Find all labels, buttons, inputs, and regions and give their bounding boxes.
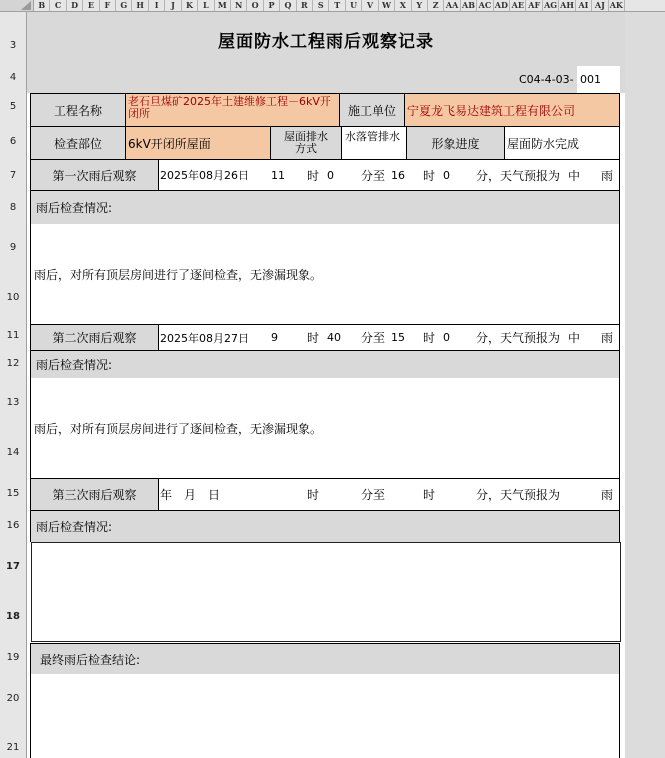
observation-2-label[interactable]: 第二次雨后观察 [30,324,159,351]
page-title[interactable]: 屋面防水工程雨后观察记录 [27,12,625,66]
row-number[interactable]: 3 [9,40,17,51]
observation-1-hour-start[interactable]: 11 [271,168,285,182]
row-number[interactable]: 18 [6,611,20,622]
sheet-margin [625,12,665,758]
project-name-value[interactable]: 老石旦煤矿2025年土建维修工程－6kV开闭所 [125,93,340,127]
observation-3-check-label[interactable]: 雨后检查情况: [30,511,620,542]
minute-forecast-unit: 分，天气预报为 [476,331,561,345]
column-letter[interactable]: E [83,0,99,11]
hour-unit: 时 [423,488,436,502]
column-letter[interactable]: Y [412,0,428,11]
column-letter[interactable]: AI [576,0,592,11]
contractor-label[interactable]: 施工单位 [339,93,405,127]
observation-1-weather[interactable]: 中 [568,168,581,183]
progress-value[interactable]: 屋面防水完成 [504,126,620,160]
column-letter[interactable]: AD [494,0,510,11]
column-letter[interactable]: AB [461,0,477,11]
row-number[interactable]: 20 [6,693,20,704]
hour-unit: 时 [307,168,320,183]
column-letter[interactable]: U [346,0,362,11]
observation-2-rain: 雨 [601,331,614,345]
observation-1-minute-end[interactable]: 0 [443,168,450,182]
drain-method-label[interactable]: 屋面排水方式 [270,126,342,160]
column-letter[interactable]: Q [280,0,296,11]
observation-3-result[interactable] [31,542,621,642]
observation-1-date[interactable]: 2025年08月26日 [160,169,249,182]
drain-method-value[interactable]: 水落管排水 [341,126,407,160]
code-number[interactable]: 001 [577,66,620,93]
row-number[interactable]: 17 [6,561,20,572]
column-letter[interactable]: P [264,0,280,11]
column-letter[interactable]: T [330,0,346,11]
row-number[interactable]: 10 [6,292,20,303]
row-number[interactable]: 11 [6,330,20,341]
final-conclusion-label[interactable]: 最终雨后检查结论: [30,643,620,674]
column-letter[interactable]: N [231,0,247,11]
minute-forecast-unit: 分，天气预报为 [476,168,561,183]
column-letter[interactable]: W [379,0,395,11]
hour-unit: 时 [423,168,436,183]
observation-1-minute-start[interactable]: 0 [327,168,334,182]
observation-1-label[interactable]: 第一次雨后观察 [30,159,159,191]
observation-2-hour-start[interactable]: 9 [271,331,278,344]
column-letter[interactable]: S [313,0,329,11]
column-letter[interactable]: AG [543,0,559,11]
observation-2-result[interactable]: 雨后，对所有顶层房间进行了逐间检查，无渗漏现象。 [30,378,620,478]
observation-3-date[interactable]: 年 月 日 [160,488,221,502]
final-conclusion-value[interactable] [30,674,620,758]
row-number[interactable]: 19 [6,652,20,663]
row-number[interactable]: 4 [9,72,17,83]
row-number[interactable]: 21 [6,742,20,753]
column-letter[interactable]: V [362,0,378,11]
hour-unit: 时 [307,488,320,502]
column-letter[interactable]: D [67,0,83,11]
column-letter[interactable]: Z [428,0,444,11]
minute-to-unit: 分至 [361,488,386,502]
column-letter[interactable]: AA [444,0,460,11]
observation-1-rain: 雨 [601,168,614,183]
column-letter[interactable]: G [116,0,132,11]
column-letter[interactable]: AH [560,0,574,10]
observation-2-minute-end[interactable]: 0 [443,331,450,344]
observation-1-result[interactable]: 雨后，对所有顶层房间进行了逐间检查，无渗漏现象。 [30,224,620,324]
observation-2-minute-start[interactable]: 40 [327,331,341,344]
row-number[interactable]: 12 [6,358,20,369]
hour-unit: 时 [423,331,436,345]
hour-unit: 时 [307,331,320,345]
observation-1-hour-end[interactable]: 16 [391,168,405,182]
column-header-bar [0,0,665,12]
observation-2-check-label[interactable]: 雨后检查情况: [30,351,620,378]
row-number[interactable]: 6 [9,136,17,147]
progress-label[interactable]: 形象进度 [406,126,505,160]
column-letter[interactable]: AC [477,0,493,11]
observation-3-rain: 雨 [601,488,614,502]
column-letter[interactable]: F [100,0,116,11]
project-name-label[interactable]: 工程名称 [30,93,126,127]
column-letter[interactable]: H [133,0,149,11]
row-header-bar [0,12,27,758]
column-letter[interactable]: AE [510,0,526,11]
column-letter[interactable]: X [395,0,411,11]
observation-2-hour-end[interactable]: 15 [391,331,405,344]
row-number[interactable]: 5 [9,101,17,112]
row-number[interactable]: 8 [9,202,17,213]
worksheet[interactable] [27,12,625,758]
column-letter[interactable]: M [215,0,231,11]
row-number[interactable]: 7 [9,170,17,181]
location-value[interactable]: 6kV开闭所屋面 [125,126,271,160]
column-letter[interactable]: J [165,0,181,11]
column-letter[interactable]: K [182,0,198,11]
row-number[interactable]: 16 [6,520,20,531]
row-number[interactable]: 9 [9,242,17,253]
observation-1-check-label[interactable]: 雨后检查情况: [30,191,620,224]
observation-3-label[interactable]: 第三次雨后观察 [30,478,159,511]
row-number[interactable]: 14 [6,447,20,458]
column-letter[interactable]: R [297,0,313,11]
column-letter[interactable]: AK [609,0,625,11]
column-letter[interactable]: C [50,0,66,11]
observation-2-date[interactable]: 2025年08月27日 [160,331,249,345]
column-letter[interactable]: L [198,0,214,11]
location-label[interactable]: 检查部位 [30,126,126,160]
select-all-corner[interactable] [0,0,34,11]
row-number[interactable]: 13 [6,397,20,408]
column-letter[interactable]: O [247,0,263,11]
row-number[interactable]: 15 [6,488,20,499]
contractor-value[interactable]: 宁夏龙飞易达建筑工程有限公司 [404,93,620,127]
column-letter[interactable]: AJ [592,0,608,11]
column-letter[interactable]: B [34,0,50,11]
minute-forecast-unit: 分，天气预报为 [476,488,561,502]
column-letter[interactable]: AF [527,0,543,11]
observation-2-weather[interactable]: 中 [568,331,581,345]
code-prefix[interactable]: C04-4-03- [519,73,574,86]
minute-to-unit: 分至 [361,168,386,183]
column-letter[interactable]: I [149,0,165,11]
minute-to-unit: 分至 [361,331,386,345]
